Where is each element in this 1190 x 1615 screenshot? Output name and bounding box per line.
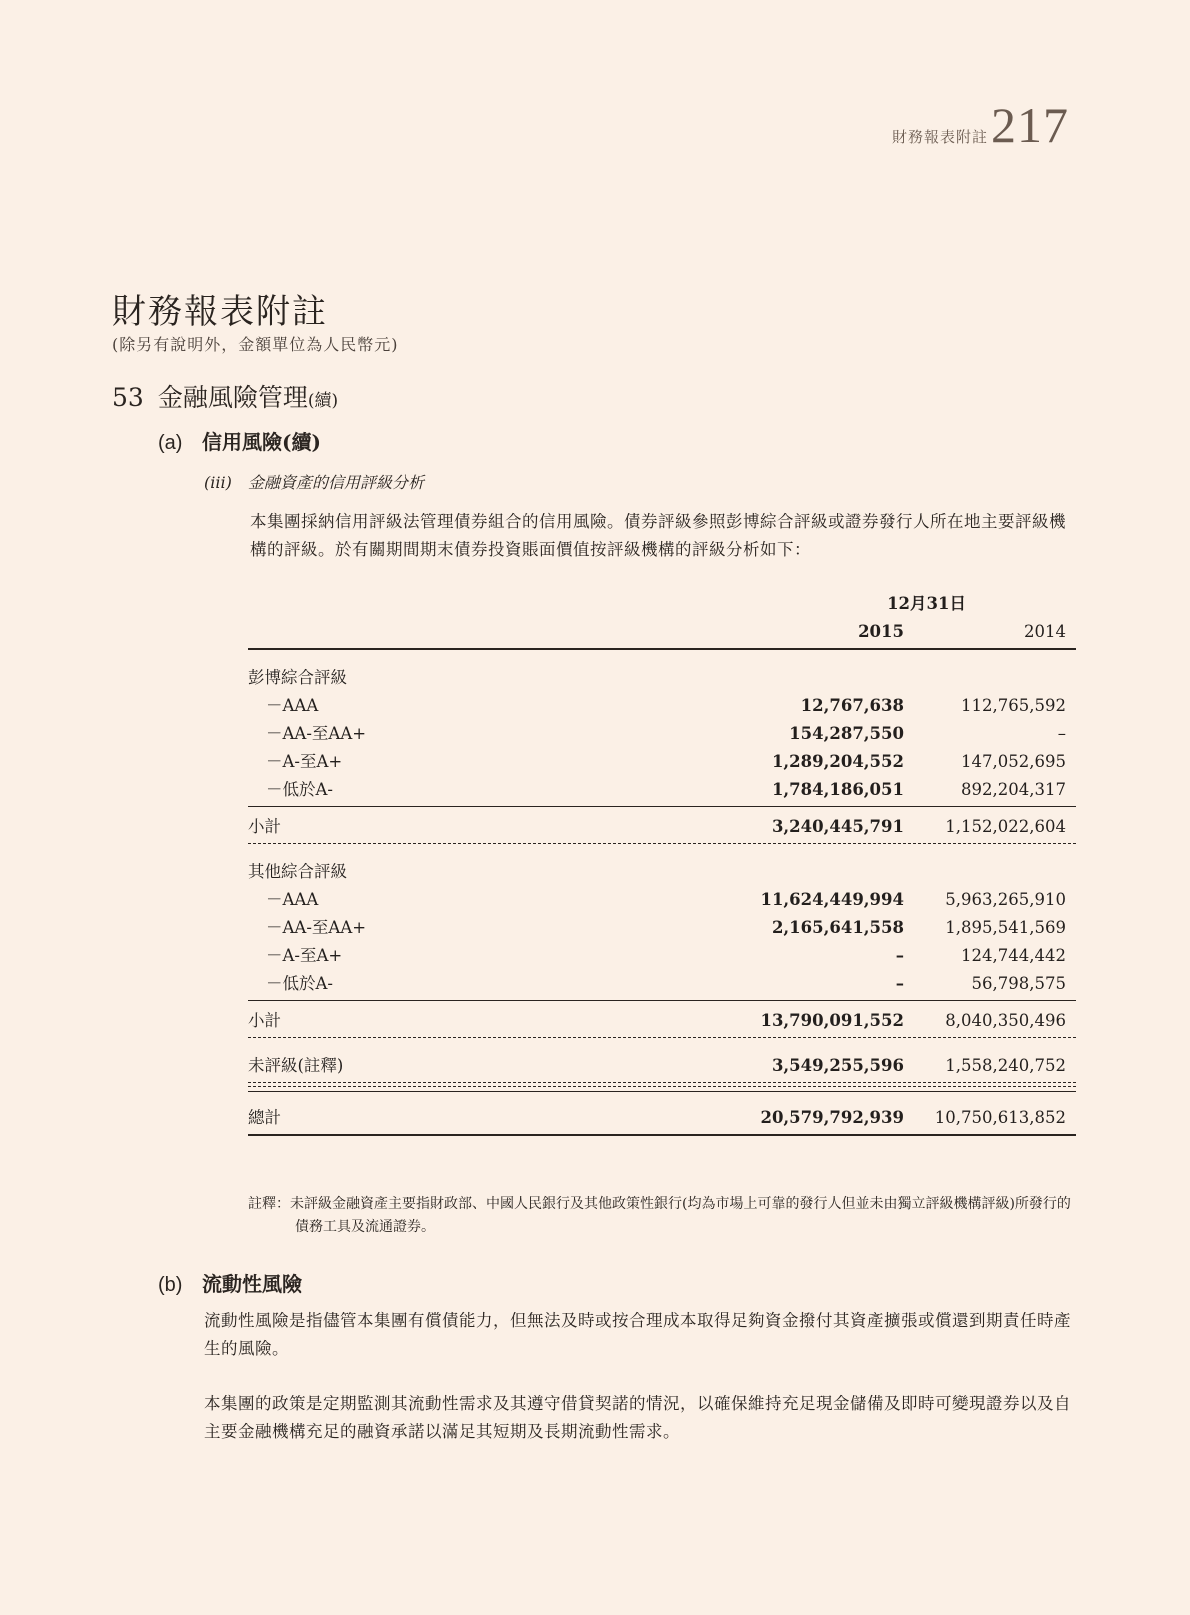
group1-title-row [248,664,1076,692]
table-row [248,914,1076,942]
row-label: －A-至A+ [266,752,343,771]
paragraph-b1: 流動性風險是指儘管本集團有償債能力，但無法及時或按合理成本取得足夠資金撥付其資產擴張或償還到期責任時產生的風險。 [204,1311,1071,1358]
date-header: 12月31日 [887,594,966,613]
page-title: 財務報表附註 [112,292,328,332]
cell-2015: 20,579,792,939 [760,1108,904,1127]
row-label: －AA-至AA+ [266,724,367,743]
subsection-iii-label: (iii) [204,473,232,492]
cell-2014: – [1057,724,1066,743]
cell-2014: 1,152,022,604 [945,817,1066,836]
paragraph-iii: 本集團採納信用評級法管理債券組合的信用風險。債券評級參照彭博綜合評級或證券發行人所在地主要評級機構的評級。於有關期間期末債券投資賬面價值按評級機構的評級分析如下： [250,512,1066,559]
table-row [248,776,1076,804]
page-number: 217 [991,97,1069,153]
subsection-b-label: (b) [158,1274,183,1296]
cell-2014: 1,558,240,752 [945,1056,1066,1075]
section-title: 金融風險管理 [157,383,308,412]
paragraph-b2: 本集團的政策是定期監測其流動性需求及其遵守借貸契諾的情況，以確保維持充足現金儲備及即時可變現證券以及自主要金融機構充足的融資承諾以滿足其短期及長期流動性需求。 [204,1394,1071,1441]
cell-2014: 112,765,592 [961,696,1066,715]
subtotal-row [248,813,1076,841]
cell-2015: 3,549,255,596 [771,1056,904,1075]
table-footnote [248,1193,1078,1239]
cell-2014: 892,204,317 [961,780,1066,799]
cell-2015: 1,289,204,552 [771,752,904,771]
cell-2014: 10,750,613,852 [934,1108,1066,1127]
cell-2015: 2,165,641,558 [771,918,904,937]
subsection-iii-heading [204,470,424,493]
section-heading [112,378,338,414]
col-2014-header: 2014 [1024,622,1066,641]
cell-2015: 12,767,638 [800,696,904,715]
total-row [248,1104,1076,1132]
cell-2014: 124,744,442 [961,946,1066,965]
table-row [248,942,1076,970]
group1-title: 彭博綜合評級 [248,668,347,687]
total-label: 總計 [248,1108,281,1127]
cell-2014: 5,963,265,910 [945,890,1066,909]
col-2015-header: 2015 [858,622,904,641]
unrated-dash-rule [248,1082,1076,1083]
cell-2015: 1,784,186,051 [771,780,904,799]
row-label: －低於A- [266,974,333,993]
total-bottom-rule [248,1134,1076,1136]
cell-2015: 154,287,550 [789,724,904,743]
unrated-label: 未評級(註釋) [248,1056,344,1075]
unrated-row [248,1052,1076,1080]
cell-2014: 1,895,541,569 [945,918,1066,937]
subsection-b-heading [158,1268,302,1297]
subtotal-label: 小計 [248,1011,281,1030]
cell-2014: 8,040,350,496 [945,1011,1066,1030]
row-label: －AA-至AA+ [266,918,367,937]
row-label: －AAA [266,696,319,715]
footnote-text: 註釋：未評級金融資產主要指財政部、中國人民銀行及其他政策性銀行(均為市場上可靠的發行人但並未由獨立評級機構評級)所發行的債務工具及流通證券。 [248,1196,1071,1235]
subtotal-label: 小計 [248,817,281,836]
subsection-a-heading [158,426,321,455]
cell-2014: 56,798,575 [971,974,1066,993]
cell-2015: 11,624,449,994 [760,890,904,909]
running-header-label: 財務報表附註 [892,128,989,146]
table-row [248,692,1076,720]
table-row [248,748,1076,776]
cell-2015: 13,790,091,552 [760,1011,904,1030]
subsection-a-title: 信用風險(續) [202,430,321,454]
section-cont: (續) [307,391,339,411]
group2-title-row [248,858,1076,886]
table-row [248,886,1076,914]
row-label: －A-至A+ [266,946,343,965]
row-label: －低於A- [266,780,333,799]
group2-title: 其他綜合評級 [248,862,347,881]
subtotal-row [248,1007,1076,1035]
cell-2015: – [895,974,904,993]
subsection-a-label: (a) [158,432,183,454]
table-row [248,970,1076,998]
cell-2015: 3,240,445,791 [771,817,904,836]
subsection-iii-title: 金融資產的信用評級分析 [248,473,425,492]
table-date-header-row [248,590,1076,618]
cell-2015: – [895,946,904,965]
rating-table [248,590,1076,1136]
cell-2014: 147,052,695 [961,752,1066,771]
page-subtitle: (除另有說明外，金額單位為人民幣元) [112,335,399,354]
table-row [248,720,1076,748]
row-label: －AAA [266,890,319,909]
subsection-b-title: 流動性風險 [202,1272,302,1296]
unrated-dash-rule-2 [248,1086,1076,1087]
table-year-header-row [248,618,1076,646]
section-number: 53 [112,383,144,412]
